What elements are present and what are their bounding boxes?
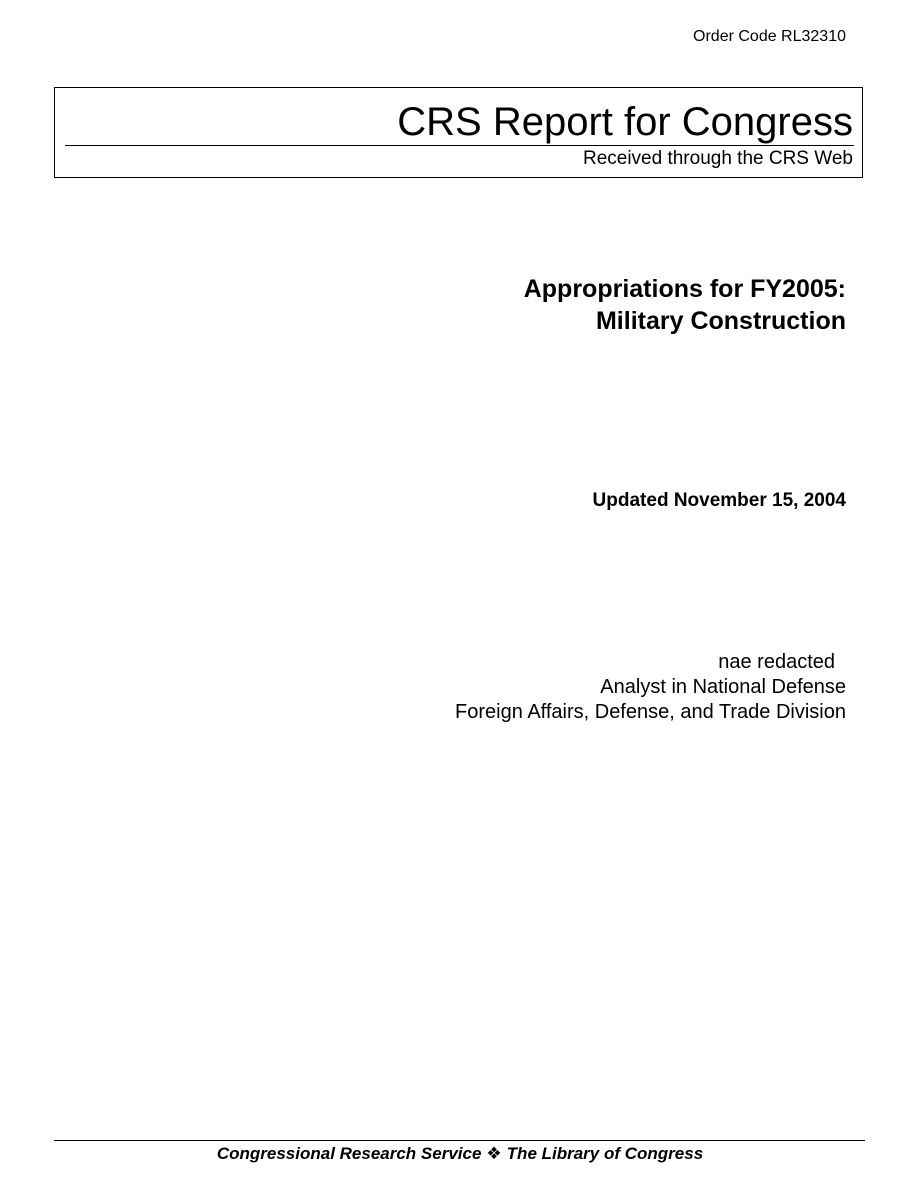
author-division: Foreign Affairs, Defense, and Trade Division [455,701,846,723]
banner-divider [65,145,854,146]
author-position: Analyst in National Defense [600,676,846,698]
banner-title: CRS Report for Congress [397,100,853,144]
report-title [524,273,846,337]
author-name: nae redacted [718,651,835,673]
footer-divider [54,1140,865,1141]
report-banner [54,87,863,178]
report-title-line-2: Military Construction [595,307,846,335]
updated-date: Updated November 15, 2004 [592,490,846,511]
author-block [455,650,846,725]
report-title-line-1: Appropriations for FY2005: [523,275,846,303]
footer-library: The Library of Congress [506,1144,704,1163]
footer [0,1143,920,1165]
footer-organization: Congressional Research Service [216,1144,482,1163]
banner-subtitle: Received through the CRS Web [582,148,853,169]
footer-separator-icon: ❖ [486,1144,502,1163]
order-code: Order Code RL32310 [693,28,846,45]
